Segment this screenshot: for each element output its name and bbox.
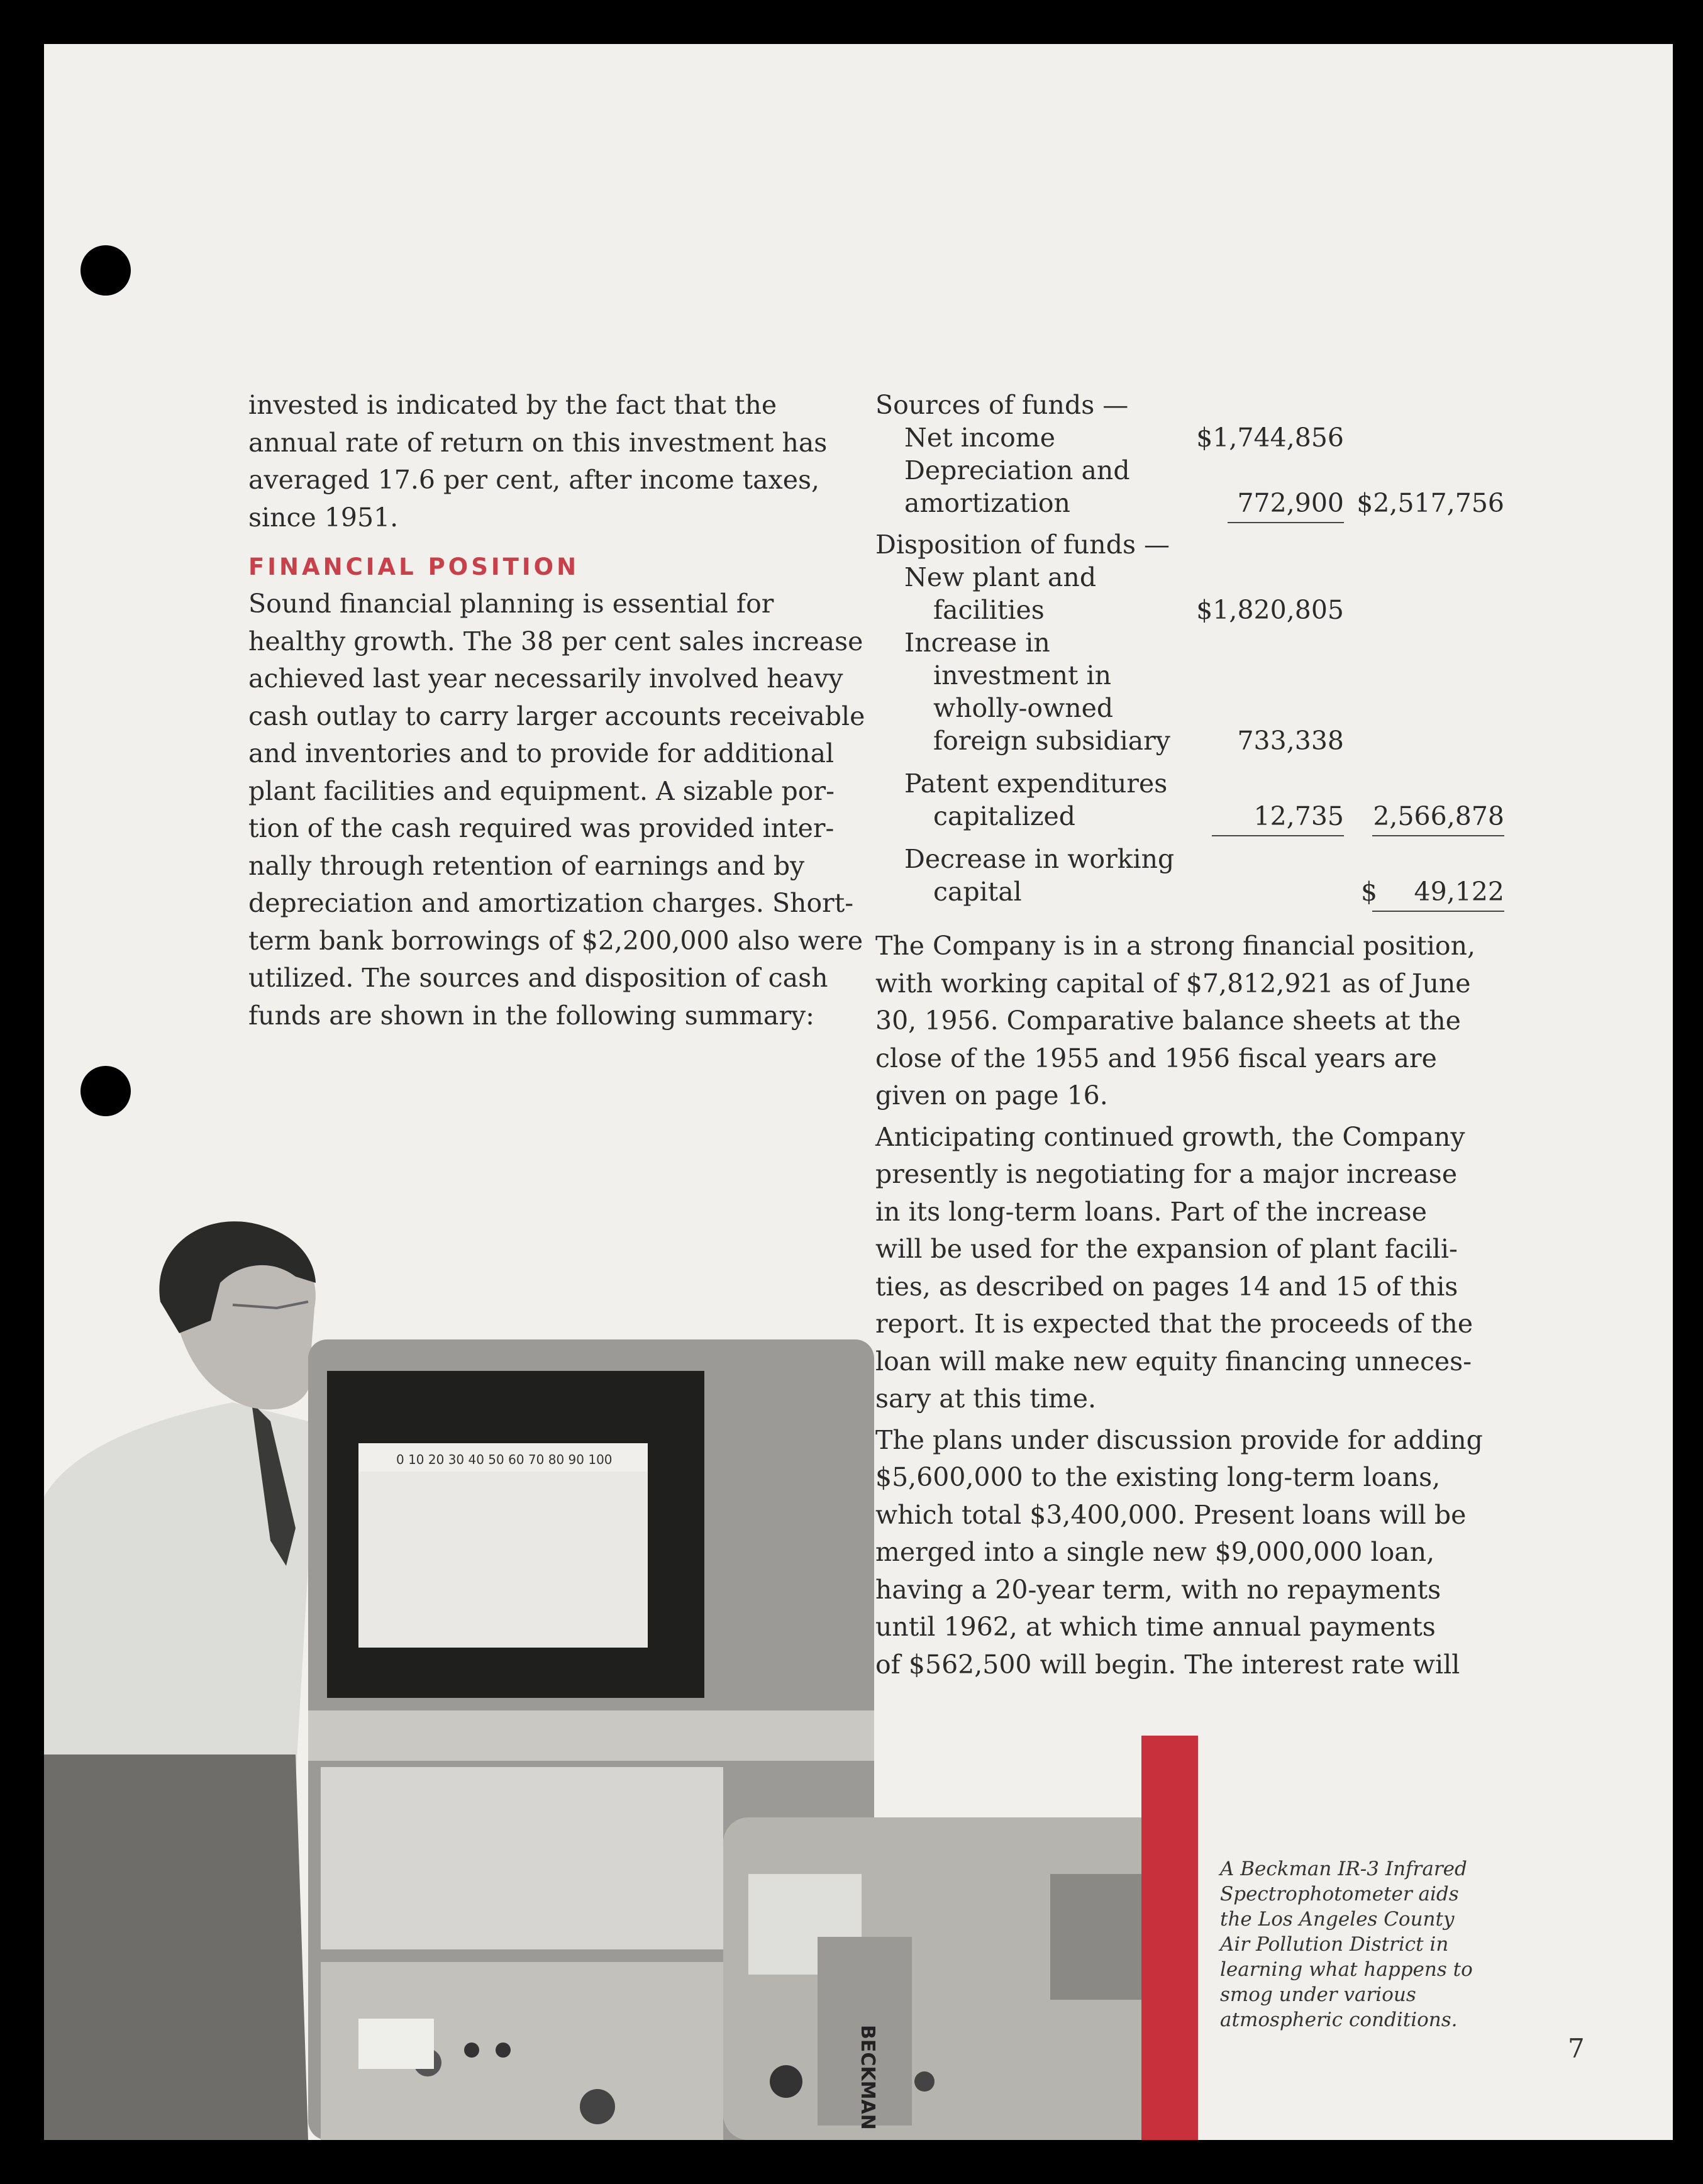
label-investment-in: investment in xyxy=(933,660,1112,690)
value-patent: 12,735 xyxy=(1253,801,1344,831)
photo-spectrophotometer xyxy=(44,1214,1163,2140)
funds-summary-table xyxy=(875,387,1504,928)
value-net-income: $1,744,856 xyxy=(1196,423,1344,453)
document-page xyxy=(44,44,1673,2140)
value-foreign-subsidiary: 733,338 xyxy=(1237,726,1344,756)
label-capital: capital xyxy=(933,877,1022,907)
value-sources-total: $2,517,756 xyxy=(1356,488,1504,518)
chart-scale-label: 0 10 20 30 40 50 60 70 80 90 100 xyxy=(396,1452,613,1467)
value-disposition-total: 2,566,878 xyxy=(1373,801,1504,831)
label-wholly-owned: wholly-owned xyxy=(933,693,1114,723)
section-heading-financial-position: FINANCIAL POSITION xyxy=(248,553,580,580)
left-column xyxy=(248,387,871,1034)
instrument-brand-label: BECKMAN xyxy=(857,2025,879,2130)
dollar-sign-decrease: $ xyxy=(1361,877,1378,907)
label-amortization: amortization xyxy=(904,488,1070,518)
photo-instrument xyxy=(723,1817,1163,2140)
label-patent-expenditures: Patent expenditures xyxy=(904,768,1168,799)
binder-hole-top xyxy=(80,245,131,296)
label-increase-in: Increase in xyxy=(904,628,1050,658)
photo-caption: A Beckman IR-3 Infrared Spectrophotometer aids the Los Angeles County Air Pollution District in learning what happens to smog under various atmospheric conditions. xyxy=(1220,1858,1473,2031)
label-depreciation: Depreciation and xyxy=(904,455,1130,485)
paragraph-long-term-loans: Anticipating continued growth, the Company presently is negotiating for a major increase in its long-term loans. Part of the increase will be used for the expansion of plant facili- ties, as described on pages 14 and 15 of this report. It is expected that the proceeds of the loan will make new equity financing unneces- sary at this time. xyxy=(875,1121,1473,1414)
rule-subtotal-sources xyxy=(1228,522,1344,523)
paragraph-financial-position: The Company is in a strong financial position, with working capital of $7,812,921 as of June 30, 1956. Comparative balance sheets at the close of the 1955 and 1956 fiscal years are given on page 16. xyxy=(875,931,1476,1111)
paragraph-financial-planning: Sound financial planning is essential for healthy growth. The 38 per cent sales increase achieved last year necessarily involved heavy cash outlay to carry larger accounts receivable and inventories and to provide for additional plant facilities and equipment. A sizable por- tion of the cash required was provided inter- nally through retention of earnings and by depreciation and amortization charges. Short- term bank borrowings of $2,200,000 also were utilized. The sources and disposition of cash funds are shown in the following summary: xyxy=(248,589,865,1031)
rule-subtotal-disposition xyxy=(1212,835,1344,836)
paragraph-return-on-investment: invested is indicated by the fact that the annual rate of return on this investment has averaged 17.6 per cent, after income taxes, since 1951. xyxy=(248,390,828,533)
label-decrease-working: Decrease in working xyxy=(904,844,1175,874)
label-facilities: facilities xyxy=(933,595,1045,625)
label-disposition-of-funds: Disposition of funds — xyxy=(875,529,1170,560)
label-foreign-subsidiary: foreign subsidiary xyxy=(933,726,1170,756)
label-net-income: Net income xyxy=(904,423,1055,453)
value-depreciation: 772,900 xyxy=(1237,488,1344,518)
binder-hole-middle xyxy=(80,1066,131,1116)
red-accent-bar xyxy=(1141,1736,1198,2140)
rule-total-disposition xyxy=(1372,835,1504,836)
value-new-plant: $1,820,805 xyxy=(1196,595,1344,625)
paragraph-loan-plans: The plans under discussion provide for adding $5,600,000 to the existing long-term loans, which total $3,400,000. Present loans will be merged into a single new $9,000,000 loan, having a 20-year term, with no repayments until 1962, at which time annual payments of $562,500 will begin. The interest rate will xyxy=(875,1424,1483,1680)
label-sources-of-funds: Sources of funds — xyxy=(875,390,1129,420)
label-new-plant: New plant and xyxy=(904,562,1097,592)
label-capitalized: capitalized xyxy=(933,801,1076,831)
rule-final-underline xyxy=(1372,911,1504,912)
page-number: 7 xyxy=(1568,2033,1585,2064)
value-decrease-working-capital: 49,122 xyxy=(1414,877,1504,907)
